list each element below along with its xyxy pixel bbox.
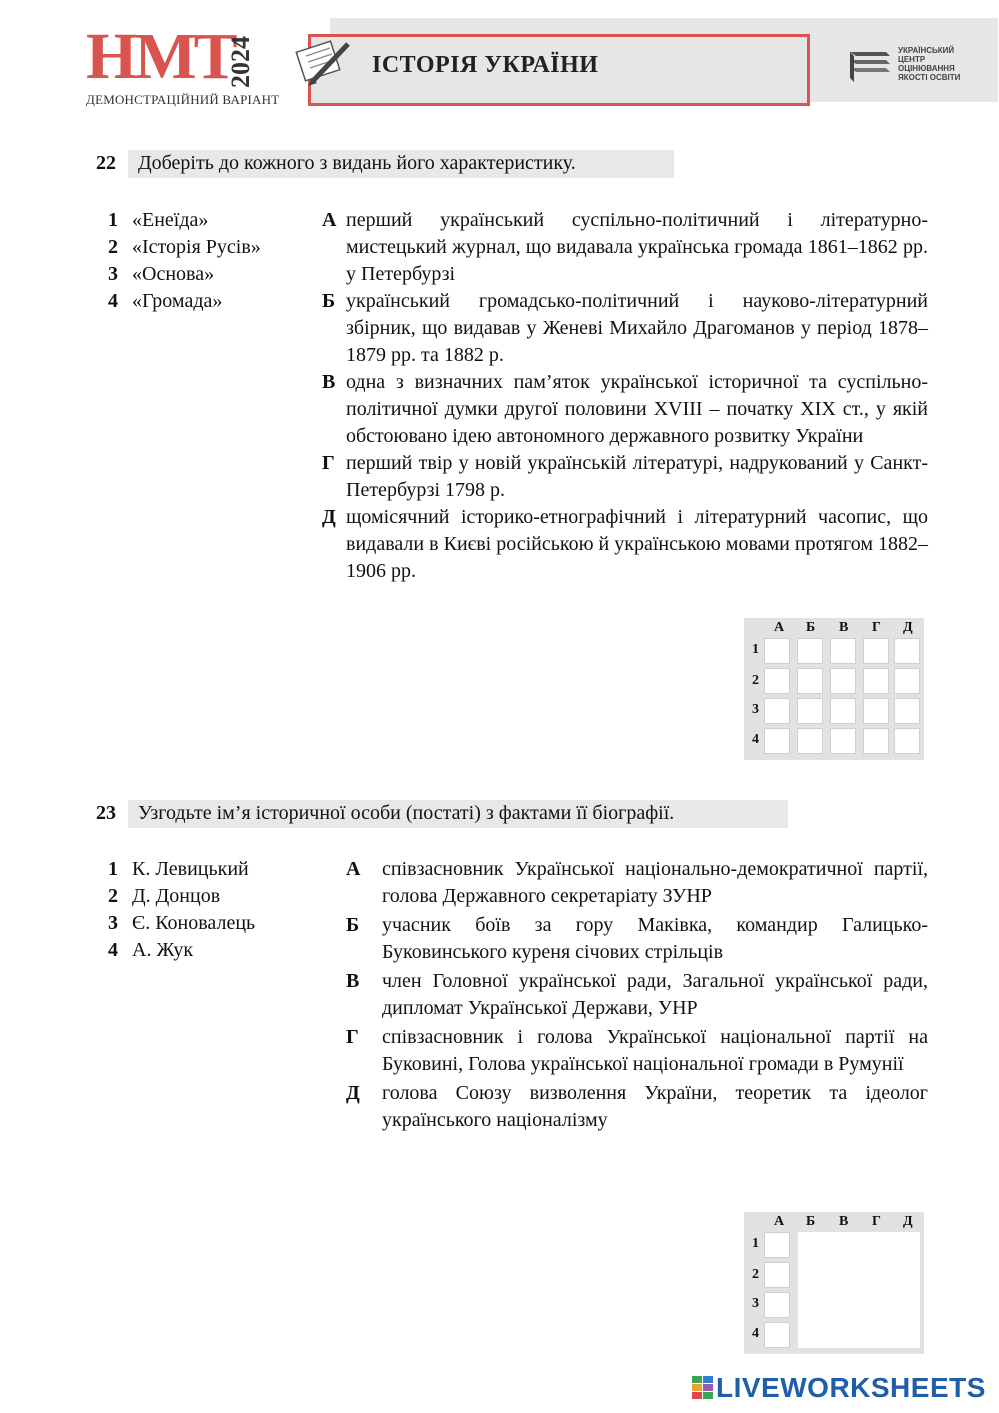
list-item: [108, 910, 328, 937]
grid-col-header: Д: [903, 1214, 913, 1229]
answer-cell[interactable]: [894, 638, 920, 664]
item-number: 3: [108, 912, 118, 934]
grid-row-label: 3: [752, 1296, 759, 1311]
pencil-paper-icon: [292, 36, 352, 88]
grid-row-label: 1: [752, 642, 759, 657]
grid-row-label: 3: [752, 702, 759, 717]
option-letter: Б: [346, 914, 360, 936]
item-number: 2: [108, 236, 118, 258]
list-item: [108, 937, 328, 964]
list-item: [108, 288, 308, 315]
grid-col-header: А: [774, 1214, 785, 1229]
grid-col-header: А: [774, 620, 785, 635]
answer-cell[interactable]: [764, 1322, 790, 1348]
org-line: ЯКОСТІ ОСВІТИ: [898, 73, 961, 82]
item-number: 4: [108, 939, 118, 961]
option-letter: Г: [322, 452, 335, 474]
answer-cell[interactable]: [764, 1292, 790, 1318]
logo-year: 2024: [226, 36, 255, 88]
option-letter: А: [322, 209, 337, 231]
answer-cell[interactable]: [830, 698, 856, 724]
grid-col-header: Г: [872, 620, 881, 635]
answer-cell[interactable]: [863, 668, 889, 694]
item-text: «Громада»: [132, 290, 223, 312]
grid-col-header: Б: [806, 620, 816, 635]
option-letter: Г: [346, 1026, 359, 1048]
logo-subtitle: ДЕМОНСТРАЦІЙНИЙ ВАРІАНТ: [86, 92, 280, 107]
answer-cell[interactable]: [830, 668, 856, 694]
option-text: одна з визначних пам’яток української історичної та суспільно-політичної думки другої половини XVIII – початку XIX ст., у якій обстоювано ідею автономного державного розвитку України: [346, 371, 928, 447]
answer-cell[interactable]: [894, 728, 920, 754]
option-letter: Д: [346, 1082, 360, 1104]
item-text: Д. Донцов: [132, 885, 221, 907]
option-d: [346, 1080, 928, 1134]
item-number: 4: [108, 290, 118, 312]
list-item: [108, 234, 308, 261]
list-item: [108, 856, 328, 883]
item-text: «Енеїда»: [132, 209, 209, 231]
option-letter: В: [346, 970, 360, 992]
liveworksheets-brand[interactable]: LIVEWORKSHEETS: [716, 1372, 986, 1403]
grid-row-label: 4: [752, 732, 759, 747]
org-line: ОЦІНЮВАННЯ: [898, 64, 955, 73]
option-text: перший український суспільно-політичний і літературно-мистецький журнал, що видавала українська громада 1861–1862 рр. у Петербурзі: [346, 209, 928, 285]
option-b: [346, 912, 928, 966]
option-b: [322, 288, 928, 369]
option-text: український громадсько-політичний і науково-літературний збірник, що видавав у Женеві Михайло Драгоманов у період 1878–1879 рр. та 1882 р.: [346, 290, 928, 366]
answer-cell[interactable]: [764, 668, 790, 694]
grid-col-header: Б: [806, 1214, 816, 1229]
subject-title: ІСТОРІЯ УКРАЇНИ: [372, 52, 599, 78]
answer-cell[interactable]: [894, 698, 920, 724]
option-v: [322, 369, 928, 450]
answer-cell[interactable]: [797, 698, 823, 724]
q23-items: [108, 856, 328, 964]
list-item: [108, 207, 308, 234]
answer-cell[interactable]: [797, 638, 823, 664]
answer-cell[interactable]: [830, 728, 856, 754]
option-text: щомісячний історико-етнографічний і літературний часопис, що видавали в Києві російською й українською мовами протягом 1882–1906 рр.: [346, 506, 928, 582]
list-item: [108, 261, 308, 288]
logo-nmt: НМТ: [86, 20, 235, 93]
q22-number: 22: [96, 152, 116, 174]
option-letter: Б: [322, 290, 336, 312]
option-text: співзасновник Української національно-демократичної партії, голова Державного секретаріату ЗУНР: [382, 858, 928, 907]
grid-row-label: 2: [752, 1267, 759, 1282]
option-a: [346, 856, 928, 910]
item-number: 3: [108, 263, 118, 285]
q23-answer-grid: [744, 1212, 924, 1354]
grid-row-label: 4: [752, 1326, 759, 1341]
q23-options: [346, 856, 928, 1134]
answer-cell[interactable]: [797, 728, 823, 754]
ucoz-logo-icon: [846, 46, 894, 84]
answer-cell[interactable]: [764, 728, 790, 754]
q22-answer-grid: [744, 618, 924, 760]
q22-prompt: Доберіть до кожного з видань його характеристику.: [138, 152, 576, 174]
option-text: перший твір у новій українській літературі, надрукований у Санкт-Петербурзі 1798 р.: [346, 452, 928, 501]
answer-cell[interactable]: [764, 1262, 790, 1288]
answer-cell[interactable]: [863, 638, 889, 664]
q22-items: [108, 207, 308, 315]
answer-cell[interactable]: [830, 638, 856, 664]
grid-row-label: 2: [752, 673, 759, 688]
grid-row-label: 1: [752, 1236, 759, 1251]
answer-cell[interactable]: [863, 728, 889, 754]
option-g: [346, 1024, 928, 1078]
q23-prompt: Узгодьте ім’я історичної особи (постаті) з фактами її біографії.: [138, 802, 675, 824]
item-text: А. Жук: [132, 939, 194, 961]
liveworksheets-logo-icon: [692, 1376, 714, 1400]
q23-number: 23: [96, 802, 116, 824]
option-letter: В: [322, 371, 336, 393]
option-text: учасник боїв за гору Маківка, командир Галицько-Буковинського куреня січових стрільців: [382, 914, 928, 963]
option-g: [322, 450, 928, 504]
answer-cell[interactable]: [863, 698, 889, 724]
option-v: [346, 968, 928, 1022]
item-number: 1: [108, 858, 118, 880]
q22-options: [322, 207, 928, 585]
grid-col-header: Г: [872, 1214, 881, 1229]
org-line: УКРАЇНСЬКИЙ: [898, 46, 955, 55]
item-text: К. Левицький: [132, 858, 249, 880]
option-letter: А: [346, 858, 361, 880]
option-a: [322, 207, 928, 288]
option-text: співзасновник і голова Української національної партії на Буковині, Голова української національної громади в Румунії: [382, 1026, 928, 1075]
grid-col-header: В: [839, 620, 849, 635]
ucoz-org-name: [898, 46, 978, 82]
answer-cell[interactable]: [764, 638, 790, 664]
option-text: голова Союзу визволення України, теоретик та ідеолог українського націоналізму: [382, 1082, 928, 1131]
answer-cell[interactable]: [764, 698, 790, 724]
answer-cell[interactable]: [764, 1232, 790, 1258]
option-d: [322, 504, 928, 585]
item-text: «Основа»: [132, 263, 215, 285]
answer-area[interactable]: [798, 1232, 920, 1348]
item-text: Є. Коновалець: [132, 912, 256, 934]
option-letter: Д: [322, 506, 336, 528]
answer-cell[interactable]: [797, 668, 823, 694]
option-text: член Головної української ради, Загальної української ради, дипломат Української Держави, УНР: [382, 970, 928, 1019]
org-line: ЦЕНТР: [898, 55, 926, 64]
item-number: 2: [108, 885, 118, 907]
item-number: 1: [108, 209, 118, 231]
grid-col-header: Д: [903, 620, 913, 635]
list-item: [108, 883, 328, 910]
grid-col-header: В: [839, 1214, 849, 1229]
item-text: «Історія Русів»: [132, 236, 261, 258]
answer-cell[interactable]: [894, 668, 920, 694]
